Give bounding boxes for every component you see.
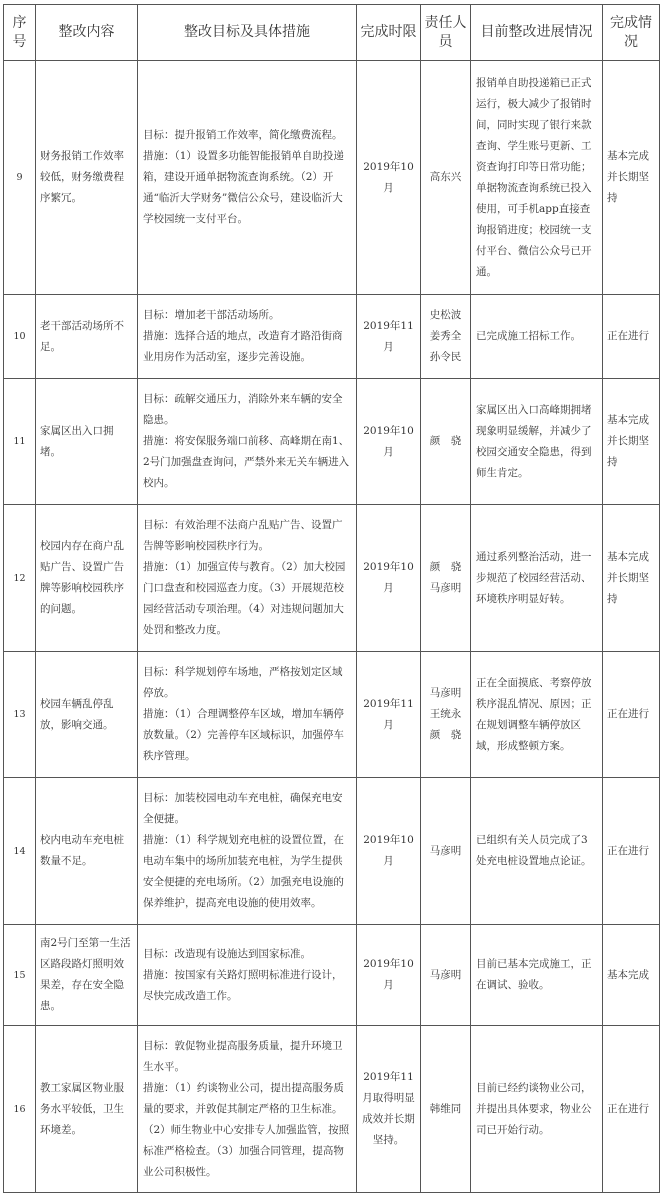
table-row <box>4 652 660 778</box>
current-progress: 正在全面摸底、考察停放秩序混乱情况、原因；正在规划调整车辆停放区域，形成整顿方案。 <box>471 652 603 778</box>
measures-text: 措施：（1）科学规划充电桩的设置位置，在电动车集中的场所加装充电桩，为学生提供安全便捷的充电场所。（2）加强充电设施的保养维护，提高充电设施的使用效率。 <box>143 834 344 909</box>
current-progress: 目前已经约谈物业公司，并提出具体要求，物业公司已开始行动。 <box>471 1026 603 1193</box>
completion-status: 基本完成 <box>603 925 660 1026</box>
row-number: 12 <box>4 505 36 652</box>
header-content: 整改内容 <box>36 5 138 61</box>
measures-text: 措施：（1）加强宣传与教育。（2）加大校园门口盘查和校园巡查力度。（3）开展规范校园经营活动专项治理。（4）对违规问题加大处罚和整改力度。 <box>143 561 346 636</box>
completion-status: 正在进行 <box>603 295 660 379</box>
rectification-content: 老干部活动场所不足。 <box>36 295 138 379</box>
goal-text: 目标：疏解交通压力，消除外来车辆的安全隐患。 <box>143 393 343 426</box>
rectification-content: 南2号门至第一生活区路段路灯照明效果差，存在安全隐患。 <box>36 925 138 1026</box>
goal-text: 目标：增加老干部活动场所。 <box>143 309 280 321</box>
rectification-content: 校内电动车充电桩数量不足。 <box>36 778 138 925</box>
deadline: 2019年11月 <box>357 295 421 379</box>
header-measures: 整改目标及具体措施 <box>138 5 357 61</box>
header-owner: 责任人员 <box>421 5 471 61</box>
responsible-person-name: 姜秀全 <box>429 330 462 342</box>
row-number: 11 <box>4 379 36 505</box>
row-number: 14 <box>4 778 36 925</box>
responsible-person-name: 马彦明 <box>429 968 462 981</box>
rectification-content: 教工家属区物业服务水平较低，卫生环境差。 <box>36 1026 138 1193</box>
responsible-person-name: 马彦明 <box>429 844 462 857</box>
responsible-person-name: 韩维同 <box>429 1102 462 1115</box>
goal-text: 目标：敦促物业提高服务质量，提升环境卫生水平。 <box>143 1039 343 1073</box>
goal-and-measures-cell <box>138 925 357 1026</box>
deadline: 2019年10月 <box>357 379 421 505</box>
header-status: 完成情况 <box>603 5 660 61</box>
measures-text: 措施：（1）设置多功能智能报销单自助投递箱，建设开通单据物流查询系统。（2）开通“临沂大学财务”微信公众号，建设临沂大学校园统一支付平台。 <box>143 150 344 225</box>
responsible-person-name: 马彦明 <box>429 687 462 699</box>
goal-and-measures-cell <box>138 379 357 505</box>
completion-status: 基本完成并长期坚持 <box>603 61 660 295</box>
responsible-persons <box>421 295 471 379</box>
responsible-person-name: 孙令民 <box>429 351 462 363</box>
goal-and-measures-cell <box>138 61 357 295</box>
rectification-content: 校园车辆乱停乱放，影响交通。 <box>36 652 138 778</box>
row-number: 13 <box>4 652 36 778</box>
completion-status: 正在进行 <box>603 652 660 778</box>
responsible-persons <box>421 1026 471 1193</box>
responsible-persons <box>421 379 471 505</box>
table-row <box>4 295 660 379</box>
current-progress: 报销单自助投递箱已正式运行，极大减少了报销时间，同时实现了银行来款查询、学生账号更新、工资查询打印等日常功能；单据物流查询系统已投入使用，可手机app直接查询报销进度；校园统一支付平台、微信公众号已开通。 <box>471 61 603 295</box>
rectification-content: 校园内存在商户乱贴广告、设置广告牌等影响校园秩序的问题。 <box>36 505 138 652</box>
goal-and-measures-cell <box>138 1026 357 1193</box>
header-progress: 目前整改进展情况 <box>471 5 603 61</box>
responsible-person-name: 颜 骁 <box>429 435 462 447</box>
table-row <box>4 61 660 295</box>
deadline: 2019年10月 <box>357 505 421 652</box>
responsible-person-name: 马彦明 <box>429 582 462 594</box>
table-row <box>4 505 660 652</box>
measures-text: 措施：选择合适的地点，改造育才路沿街商业用房作为活动室，逐步完善设施。 <box>143 330 343 363</box>
table-row <box>4 925 660 1026</box>
current-progress: 家属区出入口高峰期拥堵现象明显缓解，并减少了校园交通安全隐患，得到师生肯定。 <box>471 379 603 505</box>
completion-status: 正在进行 <box>603 1026 660 1193</box>
goal-and-measures-cell <box>138 652 357 778</box>
responsible-persons <box>421 61 471 295</box>
completion-status: 基本完成并长期坚持 <box>603 505 660 652</box>
header-no: 序号 <box>4 5 36 61</box>
table-row <box>4 1026 660 1193</box>
goal-and-measures-cell <box>138 295 357 379</box>
current-progress: 目前已基本完成施工，正在调试、验收。 <box>471 925 603 1026</box>
responsible-person-name: 高东兴 <box>429 171 462 183</box>
completion-status: 正在进行 <box>603 778 660 925</box>
deadline: 2019年10月 <box>357 778 421 925</box>
row-number: 10 <box>4 295 36 379</box>
row-number: 15 <box>4 925 36 1026</box>
goal-text: 目标：有效治理不法商户乱贴广告、设置广告牌等影响校园秩序行为。 <box>143 519 343 552</box>
rectification-table <box>3 4 660 1193</box>
responsible-person-name: 颜 骁 <box>429 729 462 741</box>
current-progress: 已组织有关人员完成了3处充电桩设置地点论证。 <box>471 778 603 925</box>
goal-and-measures-cell <box>138 505 357 652</box>
header-row <box>4 5 660 61</box>
responsible-persons <box>421 778 471 925</box>
responsible-person-name: 王统永 <box>429 708 462 720</box>
completion-status: 基本完成并长期坚持 <box>603 379 660 505</box>
goal-text: 目标：改造现有设施达到国家标准。 <box>143 947 311 960</box>
row-number: 16 <box>4 1026 36 1193</box>
measures-text: 措施：将安保服务端口前移、高峰期在南1、2号门加强盘查询问，严禁外来无关车辆进入校内。 <box>143 435 350 489</box>
measures-text: 措施：（1）约谈物业公司，提出提高服务质量的要求，并敦促其制定严格的卫生标准。（2）师生物业中心安排专人加强监管，按照标准严格检查。（3）加强合同管理，提高物业公司积极性。 <box>143 1081 350 1178</box>
goal-text: 目标：提升报销工作效率，简化缴费流程。 <box>143 129 343 141</box>
current-progress: 已完成施工招标工作。 <box>471 295 603 379</box>
deadline: 2019年10月 <box>357 61 421 295</box>
deadline: 2019年10月 <box>357 925 421 1026</box>
responsible-person-name: 史松波 <box>429 309 462 321</box>
measures-text: 措施：（1）合理调整停车区域，增加车辆停放数量。（2）完善停车区域标识，加强停车秩序管理。 <box>143 708 344 762</box>
table-row <box>4 778 660 925</box>
measures-text: 措施：按国家有关路灯照明标准进行设计，尽快完成改造工作。 <box>143 968 343 1002</box>
goal-text: 目标：加装校园电动车充电桩，确保充电安全便捷。 <box>143 792 343 825</box>
responsible-persons <box>421 925 471 1026</box>
deadline: 2019年11月 <box>357 652 421 778</box>
responsible-person-name: 颜 骁 <box>429 561 462 573</box>
responsible-persons <box>421 652 471 778</box>
goal-text: 目标：科学规划停车场地，严格按划定区域停放。 <box>143 666 343 699</box>
rectification-content: 财务报销工作效率较低，财务缴费程序繁冗。 <box>36 61 138 295</box>
table-row <box>4 379 660 505</box>
rectification-content: 家属区出入口拥堵。 <box>36 379 138 505</box>
deadline: 2019年11月取得明显成效并长期坚持。 <box>357 1026 421 1193</box>
current-progress: 通过系列整治活动，进一步规范了校园经营活动、环境秩序明显好转。 <box>471 505 603 652</box>
header-deadline: 完成时限 <box>357 5 421 61</box>
responsible-persons <box>421 505 471 652</box>
row-number: 9 <box>4 61 36 295</box>
goal-and-measures-cell <box>138 778 357 925</box>
